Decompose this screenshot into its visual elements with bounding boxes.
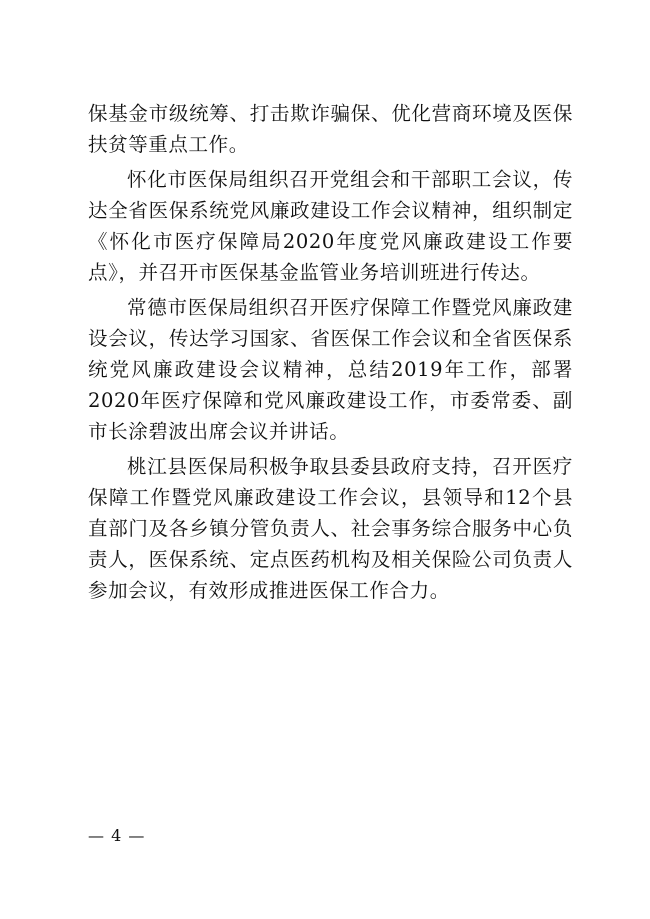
- paragraph-continuation: 保基金市级统筹、打击欺诈骗保、优化营商环境及医保扶贫等重点工作。: [88, 102, 573, 156]
- page-number: — 4 —: [88, 826, 146, 845]
- paragraph-changde: 常德市医保局组织召开医疗保障工作暨党风廉政建设会议，传达学习国家、省医保工作会议和全省医保系统党风廉政建设会议精神，总结2019年工作，部署2020年医疗保障和党风廉政建设工作，市委常委、副市长涂碧波出席会议并讲话。: [88, 296, 573, 443]
- paragraph-huaihua: 怀化市医保局组织召开党组会和干部职工会议，传达全省医保系统党风廉政建设工作会议精神，组织制定《怀化市医疗保障局2020年度党风廉政建设工作要点》，并召开市医保基金监管业务培训班进行传达。: [88, 168, 573, 284]
- document-body: [88, 98, 573, 610]
- paragraph-taojiang: 桃江县医保局积极争取县委县政府支持，召开医疗保障工作暨党风廉政建设工作会议，县领导和12个县直部门及各乡镇分管负责人、社会事务综合服务中心负责人，医保系统、定点医药机构及相关保险公司负责人参加会议，有效形成推进医保工作合力。: [88, 455, 573, 602]
